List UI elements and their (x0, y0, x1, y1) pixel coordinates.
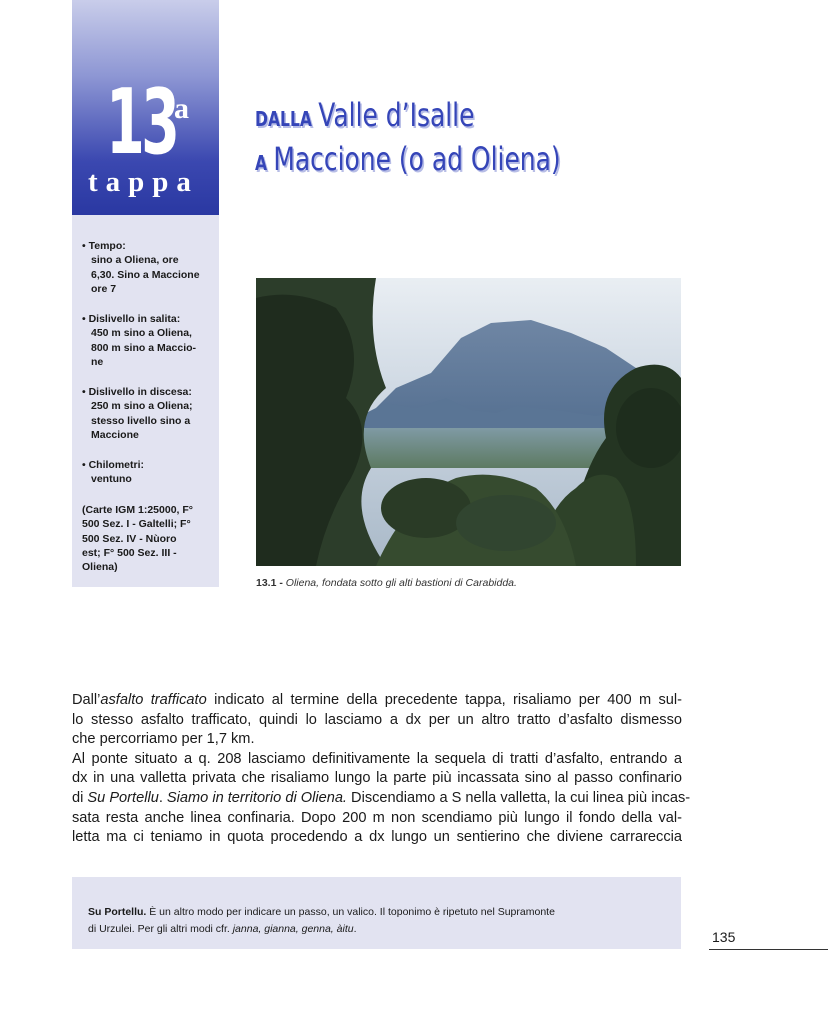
page-number-rule (709, 949, 828, 950)
sidebar-time: • Tempo: sino a Oliena, ore 6,30. Sino a Maccione ore 7 (82, 240, 200, 295)
landscape-illustration (256, 278, 681, 566)
title-line-1: DALLA Valle d’Isalle (255, 96, 475, 134)
body-line: che percorriamo per 1,7 km. (72, 731, 255, 748)
stage-superscript: a (174, 92, 189, 125)
page-number: 135 (712, 929, 736, 945)
glossary-term: Su Portellu. (88, 906, 147, 918)
glossary-note-text: Su Portellu. È un altro modo per indicare un passo, un valico. Il toponimo è ripetuto nel Supramonte di Urzulei. Per gli altri modi cfr. janna, gianna, genna, àitu. (88, 906, 555, 935)
info-sidebar (72, 215, 219, 587)
body-line: di Su Portellu. Siamo in territorio di Oliena. Discendiamo a S nella valletta, la cui linea più incas- (72, 789, 691, 806)
stage-number: 13 (106, 70, 177, 175)
stage-word: tappa (88, 166, 199, 198)
landscape-photo (256, 278, 681, 566)
title-line-2: A Maccione (o ad Oliena) (255, 140, 561, 178)
body-line: Dall’asfalto trafficato indicato al termine della precedente tappa, risaliamo per 400 m sul- (72, 692, 682, 708)
page-title (255, 96, 647, 178)
body-line: letta ma ci teniamo in quota procedendo a dx lungo un sentierino che diviene carrareccia (72, 829, 682, 846)
body-line: sata resta anche linea confinaria. Dopo 200 m non scendiamo più lungo il fondo della val- (72, 809, 682, 826)
photo-caption: 13.1 - Oliena, fondata sotto gli alti bastioni di Carabidda. (256, 577, 517, 589)
body-line: dx in una valletta privata che risaliamo lungo la parte più incassata sino al passo confinario (72, 770, 682, 787)
glossary-note (72, 877, 681, 949)
sidebar-ascent: • Dislivello in salita: 450 m sino a Oliena, 800 m sino a Maccio- ne (82, 313, 197, 368)
body-text (72, 691, 691, 848)
stage-header (72, 0, 219, 215)
body-line: Al ponte situato a q. 208 lasciamo definitivamente la sequela di tratti d’asfalto, entrando a (72, 750, 682, 767)
sidebar-maps: (Carte IGM 1:25000, F° 500 Sez. I - Galtelli; F° 500 Sez. IV - Nùoro est; F° 500 Sez. III - Oliena) (82, 504, 193, 574)
body-line: lo stesso asfalto trafficato, quindi lo lasciamo a dx per un altro tratto d’asfalto dismesso (72, 711, 682, 728)
sidebar-km: • Chilometri: ventuno (82, 459, 145, 486)
sidebar-descent: • Dislivello in discesa: 250 m sino a Oliena; stesso livello sino a Maccione (82, 386, 193, 441)
